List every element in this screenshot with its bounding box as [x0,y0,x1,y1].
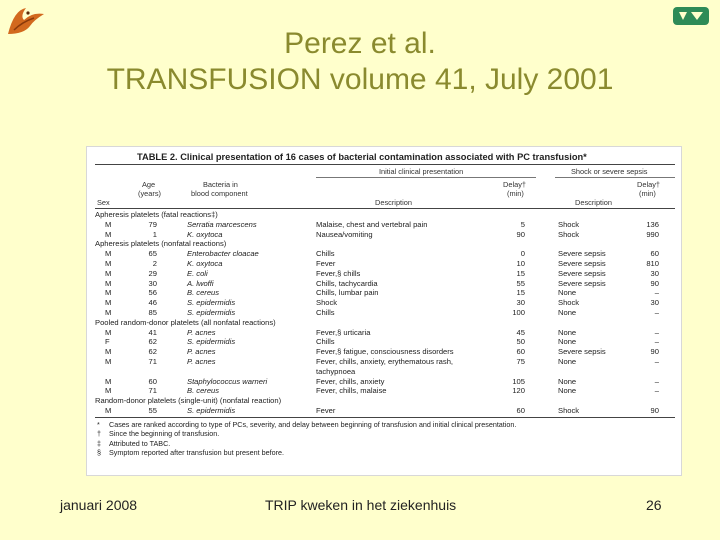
group-initial-rule [316,177,536,178]
cell-sdesc: None [558,357,577,366]
footnote [97,439,170,448]
cell-sex: M [105,249,112,259]
cell-desc: Nausea/vomiting [316,229,373,239]
header-age-2: (years) [138,189,161,198]
cell-age: 85 [148,308,157,317]
cell-desc: Chills [316,249,335,259]
cell-sdelay: 90 [650,347,659,357]
cell-age: 79 [148,219,157,229]
table-image [86,146,682,476]
cell-sex: M [105,278,112,288]
cell-bacteria: B. cereus [187,288,220,298]
header-description: Description [375,198,412,207]
cell-bacteria: Staphylococcus warneri [187,376,268,386]
cell-age: 62 [148,337,157,347]
cell-bacteria: P. acnes [187,327,216,337]
cell-sdelay: 136 [646,219,659,229]
cell-age: 71 [148,386,157,396]
cell-age: 2 [152,259,157,268]
cell-bacteria: K. oxytoca [187,229,223,239]
cell-desc: Fever, chills, malaise [316,386,387,396]
footer-date: januari 2008 [60,497,138,513]
cell-delay: 90 [516,229,525,239]
cell-sex: M [105,268,112,278]
cell-desc: Fever [316,259,336,268]
table-row [87,230,682,240]
table-caption: TABLE 2. Clinical presentation of 16 cases of bacterial contamination associated with PC transfusion* [137,152,587,162]
cell-sdelay: – [654,376,659,386]
cell-sex: M [105,386,112,396]
header-sex: Sex [97,198,110,207]
cell-age: 55 [148,406,157,415]
cell-bacteria: P. acnes [187,357,216,366]
cell-delay: 45 [516,327,525,337]
table-row [87,308,682,318]
header-shock-delay-1: Delay† [637,180,661,189]
cell-delay: 5 [520,219,525,229]
footnote-text: Cases are ranked according to type of PCs, severity, and delay between beginning of transfusion and initial clinical presentation. [109,420,517,429]
cell-delay: 100 [512,308,525,317]
header-bacteria-1: Bacteria in [203,180,238,189]
cell-delay: 15 [516,268,525,278]
section-apheresis-nonfatal: Apheresis platelets (nonfatal reactions) [95,239,227,249]
cell-delay: 75 [516,357,525,366]
cell-bacteria: Serratia marcescens [187,219,257,229]
footnote [97,448,284,457]
cell-sdelay: – [654,288,659,298]
cell-sdesc: Severe sepsis [558,347,606,357]
footnote [97,429,219,438]
footnote-mark: § [97,448,101,458]
cell-bacteria: P. acnes [187,347,216,357]
cell-bacteria: S. epidermidis [187,298,236,308]
cell-bacteria: B. cereus [187,386,220,396]
cell-sdelay: 90 [650,278,659,288]
cell-sex: M [105,376,112,386]
table-row [87,279,682,289]
cell-desc: Fever [316,406,336,415]
cell-sex: M [105,406,112,415]
group-initial: Initial clinical presentation [379,167,464,176]
table-row [87,367,682,377]
cell-age: 1 [152,229,157,239]
table-row [87,269,682,279]
cell-sex: M [105,229,112,239]
cell-desc: Fever,§ chills [316,268,361,278]
header-delay-2: (min) [507,189,524,198]
cell-sex: M [105,327,112,337]
section-single: Random-donor platelets (single-unit) (nonfatal reaction) [95,396,282,406]
cell-sdesc: None [558,327,577,337]
table-row [87,328,682,338]
cell-sdelay: 990 [646,229,659,239]
cell-sdesc: Shock [558,219,580,229]
cell-desc: Fever,§ fatigue, consciousness disorders [316,347,454,357]
table-rule-bottom [95,417,675,418]
cell-age: 62 [148,347,157,357]
table-rule-top [95,164,675,165]
cell-bacteria: K. oxytoca [187,259,223,268]
cell-delay: 105 [512,376,525,386]
cell-sdesc: None [558,386,577,396]
cell-desc: Chills, lumbar pain [316,288,379,298]
cell-sdelay: 90 [650,406,659,415]
cell-desc: Fever, chills, anxiety, erythematous rash, [316,357,454,366]
cell-sdelay: – [654,327,659,337]
cell-desc: Chills [316,337,335,347]
cell-sdelay: – [654,357,659,366]
cell-age: 30 [148,278,157,288]
cell-age: 29 [148,268,157,278]
header-bacteria-2: blood component [191,189,248,198]
cell-sdelay: 810 [646,259,659,268]
table-row [87,249,682,259]
cell-desc: Malaise, chest and vertebral pain [316,219,428,229]
cell-desc: Shock [316,298,338,308]
cell-sex: F [105,337,110,347]
cell-sex: M [105,308,112,317]
cell-desc: Fever,§ urticaria [316,327,371,337]
cell-bacteria: S. epidermidis [187,406,236,415]
cell-age: 41 [148,327,157,337]
cell-age: 46 [148,298,157,308]
header-delay-1: Delay† [503,180,527,189]
footnote-text: Symptom reported after transfusion but present before. [109,448,284,458]
cell-delay: 50 [516,337,525,347]
cell-desc: Chills [316,308,335,317]
cell-delay: 60 [516,347,525,357]
cell-age: 65 [148,249,157,259]
header-shock-description: Description [575,198,612,207]
cell-age: 56 [148,288,157,298]
cell-sex: M [105,288,112,298]
cell-delay: 15 [516,288,525,298]
footnote-mark: † [97,429,101,439]
cell-sdesc: None [558,288,577,298]
section-apheresis-fatal: Apheresis platelets (fatal reactions‡) [95,210,218,219]
cell-delay: 120 [512,386,525,396]
table-row [87,377,682,387]
cell-age: 60 [148,376,157,386]
trip-logo-icon [672,4,710,28]
cell-delay: 60 [516,406,525,415]
cell-sex: M [105,357,112,366]
table-row [87,386,682,396]
table-row [87,406,682,416]
cell-sdelay: 30 [650,298,659,308]
cell-sex: M [105,298,112,308]
cell-sdesc: Shock [558,298,580,308]
cell-bacteria: S. epidermidis [187,308,236,317]
cell-age: 71 [148,357,157,366]
table-row [87,298,682,308]
header-shock-delay-2: (min) [639,189,656,198]
table-row [87,337,682,347]
footnote-mark: * [97,420,100,429]
cell-sdelay: – [654,308,659,317]
footnote-text: Since the beginning of transfusion. [109,429,220,439]
footnote [97,420,516,429]
slide-number: 26 [646,497,662,513]
cell-delay: 30 [516,298,525,308]
slide-title-line1: Perez et al. [284,27,436,60]
cell-sex: M [105,347,112,357]
table-row [87,288,682,298]
slide-title-line2: TRANSFUSION volume 41, July 2001 [106,63,614,96]
cell-delay: 10 [516,259,525,268]
table-row [87,347,682,357]
cell-sdesc: None [558,308,577,317]
cell-sex: M [105,219,112,229]
cell-sdelay: – [654,386,659,396]
section-pooled: Pooled random-donor platelets (all nonfatal reactions) [95,317,276,327]
cell-sdesc: Severe sepsis [558,268,606,278]
footnote-mark: ‡ [97,438,101,448]
group-shock: Shock or severe sepsis [571,167,648,176]
group-shock-rule [555,177,675,178]
footnote-text: Attributed to TABC. [109,438,171,448]
cell-bacteria: E. coli [187,268,208,278]
cell-sdesc: Shock [558,406,580,415]
footer-title: TRIP kweken in het ziekenhuis [265,497,457,513]
table-row [87,357,682,367]
cell-desc: Chills, tachycardia [316,278,378,288]
cell-sdesc: Severe sepsis [558,278,606,288]
cell-sdelay: 60 [650,249,659,259]
cell-sdelay: – [654,337,659,347]
table-rule-header [95,208,675,209]
cell-bacteria: S. epidermidis [187,337,236,347]
cell-delay: 55 [516,278,525,288]
cell-bacteria: A. lwoffi [187,278,214,288]
cell-delay: 0 [520,249,525,259]
cell-sdelay: 30 [650,268,659,278]
header-age-1: Age [142,180,156,189]
cell-sex: M [105,259,112,268]
cell-sdesc: Severe sepsis [558,249,606,259]
table-row [87,259,682,269]
cell-sdesc: None [558,337,577,347]
cell-sdesc: Severe sepsis [558,259,606,268]
cell-sdesc: Shock [558,229,580,239]
table-row [87,220,682,230]
cell-desc: Fever, chills, anxiety [316,376,385,386]
cell-bacteria: Enterobacter cloacae [187,249,259,259]
cell-desc: tachypnoea [316,366,356,376]
cell-sdesc: None [558,376,577,386]
